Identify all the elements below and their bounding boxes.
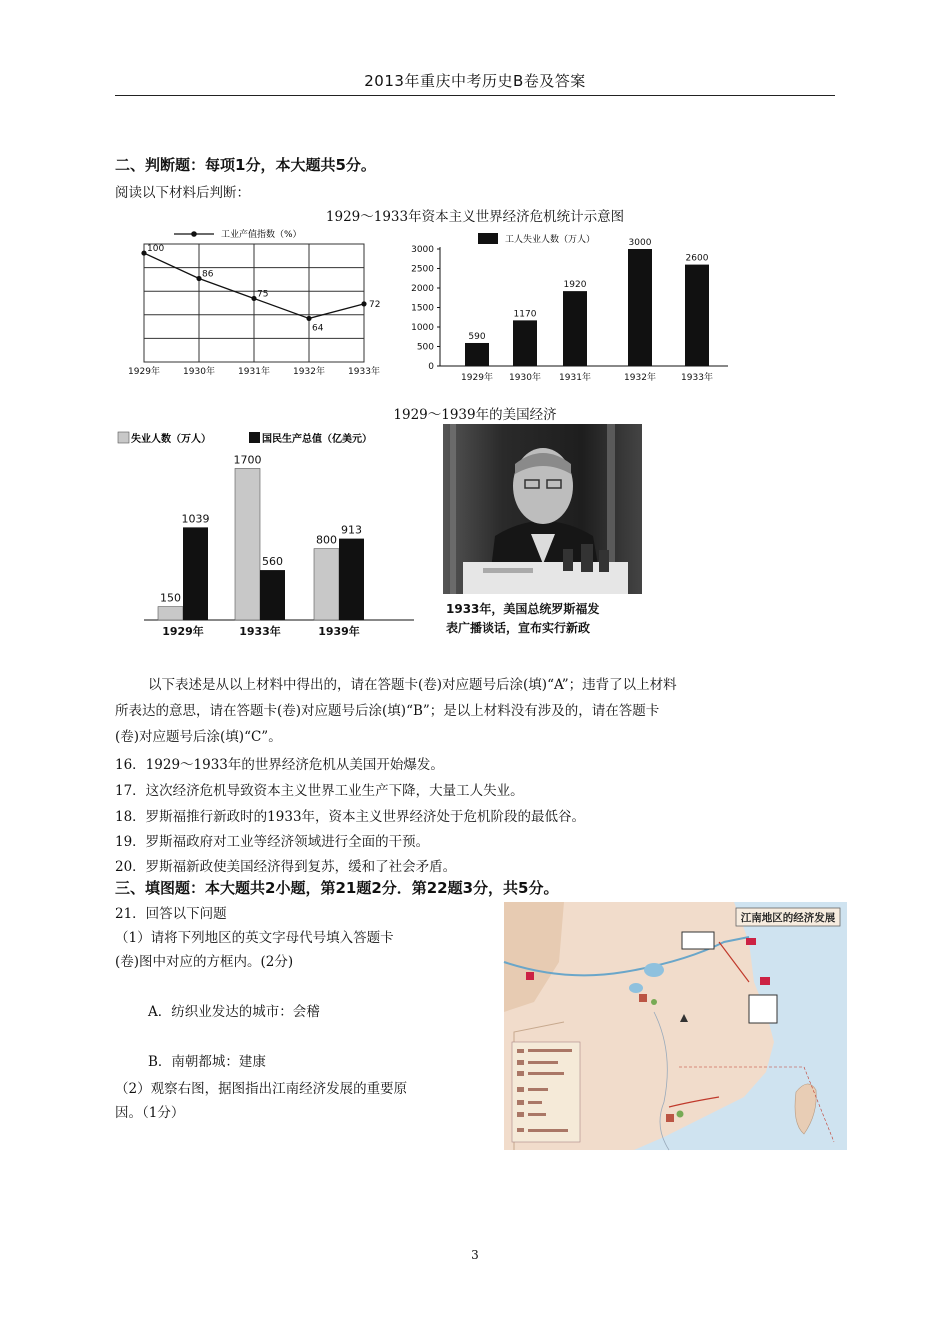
line-value-label: 86	[202, 269, 214, 280]
series-legend-swatch-gnp	[249, 432, 260, 443]
instruction-line-1: 以下表述是从以上材料中得出的，请在答题卡(卷)对应题号后涂(填)“A”；违背了以上材料	[148, 677, 677, 693]
unemployment-bar	[465, 343, 489, 366]
question-21-part2-line2: 因。（1分）	[115, 1105, 185, 1121]
jiangnan-map	[504, 902, 847, 1150]
line-point	[251, 296, 256, 301]
instruction-line-2: 所表达的意思，请在答题卡(卷)对应题号后涂(填)“B”；是以上材料没有涉及的，请在答题卡	[115, 703, 660, 719]
question-21-part1-line2: (卷)图中对应的方框内。(2分)	[115, 954, 294, 970]
bar-legend-label: 工人失业人数（万人）	[505, 235, 596, 245]
document-header-title: 2013年重庆中考历史B卷及答案	[364, 72, 586, 90]
line-point	[306, 316, 311, 321]
question-17: 17．这次经济危机导致资本主义世界工业生产下降，大量工人失业。	[115, 783, 524, 799]
grouped-value-label: 560	[262, 555, 283, 569]
grouped-x-tick-label: 1933年	[239, 625, 281, 638]
bar-x-tick-label: 1929年	[461, 373, 493, 383]
bar-x-tick-label: 1933年	[681, 373, 713, 383]
line-value-label: 64	[312, 323, 324, 334]
instruction-line-3: (卷)对应题号后涂(填)“C”。	[115, 729, 282, 745]
unemployed-bar	[158, 607, 183, 620]
unemployment-bar-chart	[400, 226, 730, 386]
grouped-value-label: 800	[316, 533, 337, 547]
series-legend-label-gnp: 国民生产总值（亿美元）	[262, 434, 372, 445]
bar-value-label: 1170	[513, 309, 537, 320]
grouped-x-tick-label: 1939年	[318, 625, 360, 638]
answer-box-1	[682, 932, 714, 949]
line-legend-label: 工业产值指数（%）	[221, 230, 302, 240]
line-value-label: 75	[257, 289, 269, 300]
option-b: B．南朝都城：建康	[148, 1054, 266, 1070]
question-21: 21．回答以下问题	[115, 906, 227, 922]
bar-y-tick-label: 500	[416, 342, 434, 353]
gnp-bar	[260, 570, 285, 620]
bar-value-label: 590	[468, 331, 486, 342]
bar-y-tick-label: 2500	[411, 264, 434, 275]
bar-legend-swatch	[478, 233, 498, 244]
roosevelt-photo	[443, 424, 642, 594]
page-number: 3	[471, 1248, 479, 1262]
line-x-tick-label: 1930年	[183, 367, 215, 377]
line-point	[361, 301, 366, 306]
section-2-intro: 阅读以下材料后判断：	[115, 185, 250, 201]
series-legend-label-unemployed: 失业人数（万人）	[131, 434, 211, 445]
industrial-index-line-chart	[118, 222, 381, 382]
line-point	[141, 250, 146, 255]
line-x-tick-label: 1933年	[348, 367, 380, 377]
grouped-value-label: 913	[341, 523, 362, 537]
question-16: 16．1929～1933年的世界经济危机从美国开始爆发。	[115, 757, 444, 773]
gnp-bar	[339, 539, 364, 620]
line-x-tick-label: 1929年	[128, 367, 160, 377]
figure-1-title: 1929～1933年资本主义世界经济危机统计示意图	[325, 209, 625, 225]
line-x-tick-label: 1931年	[238, 367, 270, 377]
grouped-x-tick-label: 1929年	[162, 625, 204, 638]
unemployed-bar	[314, 549, 339, 620]
bar-y-tick-label: 3000	[411, 245, 434, 255]
line-value-label: 100	[147, 244, 165, 255]
option-a: A．纺织业发达的城市：会稽	[148, 1004, 320, 1020]
question-20: 20．罗斯福新政使美国经济得到复苏，缓和了社会矛盾。	[115, 859, 457, 875]
question-21-part2-line1: （2）观察右图，据图指出江南经济发展的重要原	[115, 1081, 408, 1097]
bar-x-tick-label: 1932年	[624, 373, 656, 383]
figure-2-title: 1929～1939年的美国经济	[393, 407, 557, 423]
question-18: 18．罗斯福推行新政时的1933年，资本主义世界经济处于危机阶段的最低谷。	[115, 809, 586, 825]
gnp-bar	[183, 527, 208, 620]
line-legend-marker	[191, 231, 197, 237]
unemployment-bar	[563, 291, 587, 366]
photo-caption-line-1: 1933年，美国总统罗斯福发	[446, 602, 600, 616]
bar-y-tick-label: 1500	[411, 303, 434, 314]
answer-box-2	[749, 995, 777, 1023]
bar-y-tick-label: 2000	[411, 284, 434, 294]
question-19: 19．罗斯福政府对工业等经济领域进行全面的干预。	[115, 834, 430, 850]
bar-value-label: 2600	[685, 253, 709, 264]
unemployed-bar	[235, 468, 260, 620]
bar-y-tick-label: 1000	[411, 323, 434, 333]
map-title: 江南地区的经济发展	[740, 912, 836, 924]
unemployment-bar	[628, 249, 652, 366]
line-x-tick-label: 1932年	[293, 367, 325, 377]
bar-y-tick-label: 0	[428, 362, 434, 372]
bar-value-label: 1920	[563, 280, 587, 291]
grouped-value-label: 1039	[181, 512, 210, 526]
bar-value-label: 3000	[628, 238, 652, 248]
section-3-title: 三、填图题：本大题共2小题，第21题2分．第22题3分，共5分。	[115, 879, 559, 897]
line-point	[196, 276, 201, 281]
grouped-value-label: 1700	[233, 453, 262, 467]
unemployment-bar	[685, 265, 709, 366]
section-2-title: 二、判断题：每项1分，本大题共5分。	[115, 156, 376, 174]
us-economy-bar-chart	[114, 428, 424, 650]
unemployment-bar	[513, 320, 537, 366]
series-legend-swatch-unemployed	[118, 432, 129, 443]
header-divider	[115, 95, 835, 96]
question-21-part1-line1: （1）请将下列地区的英文字母代号填入答题卡	[115, 930, 394, 946]
bar-x-tick-label: 1931年	[559, 373, 591, 383]
bar-x-tick-label: 1930年	[509, 373, 541, 383]
photo-caption-line-2: 表广播谈话，宣布实行新政	[446, 621, 591, 635]
line-value-label: 72	[369, 299, 381, 310]
grouped-value-label: 150	[160, 591, 181, 605]
